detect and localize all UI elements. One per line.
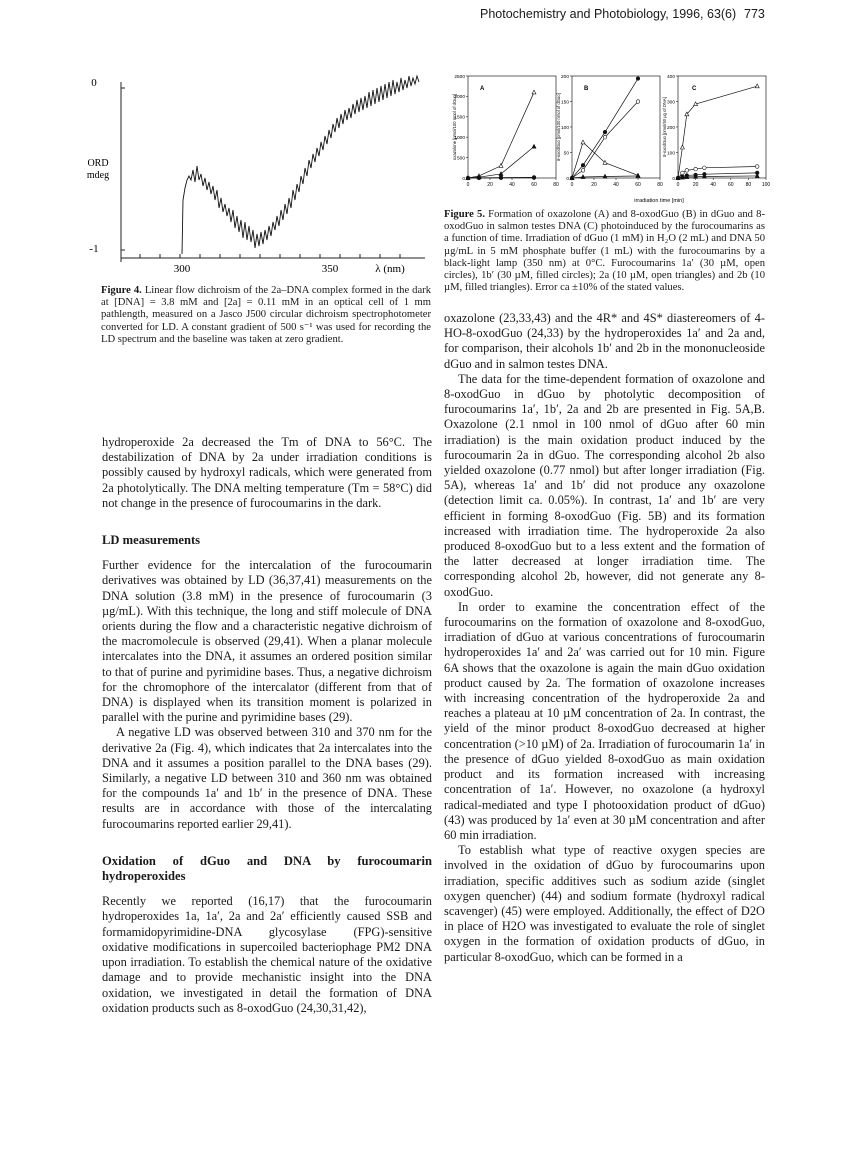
y-tick-label: 2500 xyxy=(454,74,465,80)
x-tick-label: 80 xyxy=(745,182,752,188)
y-tick-label: 100 xyxy=(560,125,569,131)
figure-4-caption xyxy=(101,285,431,346)
paragraph: oxazolone (23,33,43) and the 4R* and 4S* diastereomers of 4-HO-8-oxodGuo (24,33) by the hydroperoxides 1a′ and 2a and, for comparison, their alcohols 1b′ and 2b in the mononucleoside dGuo and in salmon testes DNA. xyxy=(444,311,765,371)
y-tick-label: 100 xyxy=(666,151,675,157)
panel-label: C xyxy=(692,86,697,92)
y-tick-label: 500 xyxy=(456,156,465,162)
data-point-filled-circle xyxy=(477,176,481,180)
y-tick-label: 1500 xyxy=(454,115,465,121)
figure-5-caption-lead: Figure 5. xyxy=(444,209,485,220)
data-point-open-triangle xyxy=(499,164,503,168)
data-point-open-circle xyxy=(694,167,698,171)
section-heading-ld: LD measurements xyxy=(102,533,201,548)
ld-spectrum-trace xyxy=(182,76,419,254)
data-point-filled-triangle xyxy=(532,144,536,148)
x-tick-label: 100 xyxy=(761,182,771,188)
y-tick-label: 400 xyxy=(666,74,675,80)
y-tick-label: 50 xyxy=(563,151,569,157)
panel-label: B xyxy=(584,86,589,92)
data-point-open-circle xyxy=(636,100,640,104)
y-axis-label-ord: ORD xyxy=(87,158,109,169)
data-point-open-triangle xyxy=(532,90,536,94)
x-tick-label: 0 xyxy=(466,182,470,188)
y-axis-label: oxazolone [pmol/100 nmol of dGuo] xyxy=(452,93,457,161)
y-tick-label: 1000 xyxy=(454,136,465,141)
data-point-open-circle xyxy=(581,169,585,173)
figure-4-caption-text: Linear flow dichroism of the 2a–DNA complex formed in the dark at [DNA] = 3.8 mM and [2a] = 0.11 mM in an optical cell of 1 mm pathlength, measured on a Jasco J500 circular dichroism spectrophotometer converted for LD. A constant gradient of 500 s⁻¹ was used for recording the LD spectrum and the baseline was taken at zero gradient. xyxy=(101,285,431,345)
y-tick-label: 0 xyxy=(566,176,569,182)
data-point-filled-circle xyxy=(636,77,640,81)
x-tick-label: 60 xyxy=(635,182,641,188)
data-point-filled-circle xyxy=(603,130,607,134)
data-point-open-triangle xyxy=(755,84,759,88)
y-tick-label: 200 xyxy=(666,125,675,131)
figure-5-panel-a xyxy=(452,74,559,188)
x-ticks xyxy=(140,254,400,258)
y-axis-label-mdeg: mdeg xyxy=(86,170,110,181)
paragraph: Further evidence for the intercalation of the furocoumarin derivatives was obtained by LD (36,37,41) measurements on the DNA solution (3.8 mM) in the presence of furocoumarin (3 µg/mL). With this technique, the long and stiff molecule of DNA orients during the flow and a characteristic negative dichroism of the macromolecule is observed (29,41). When a planar molecule intercalates into the DNA, it assumes an ordered position similar to that of purine and pyrimidine bases. Thus, a negative dichroism for the chromophore of the intercalator (different from that of DNA) is displayed when its transition moment is polarized in parallel with the purine and pyrimidine bases (29). xyxy=(102,558,432,725)
x-tick-label: 60 xyxy=(728,182,734,188)
paragraph: hydroperoxide 2a decreased the Tm of DNA to 56°C. The destabilization of DNA by 2a under irradiation conditions is possibly caused by hydroxyl radicals, which were generated from 2a photolytically. The DNA melting temperature (Tm = 58°C) did not change in the presence of furocoumarins in the dark. xyxy=(102,435,432,510)
x-tick-label: 40 xyxy=(613,182,619,188)
y-tick-minus-1: -1 xyxy=(89,243,99,255)
figure-4-ld-spectrum xyxy=(86,70,430,290)
y-tick-label: 300 xyxy=(666,100,675,106)
figure-5-time-course xyxy=(444,70,769,210)
x-tick-label: 40 xyxy=(710,182,716,188)
figure-4-caption-lead: Figure 4. xyxy=(101,285,142,296)
x-tick-300: 300 xyxy=(173,263,191,275)
data-point-filled-triangle xyxy=(499,172,503,176)
x-tick-label: 0 xyxy=(676,182,680,188)
data-point-open-triangle xyxy=(680,145,684,149)
left-column xyxy=(102,435,432,1016)
y-tick-label: 200 xyxy=(560,74,569,80)
paragraph: In order to examine the concentration effect of the furocoumarins on the formation of oxazolone and 8-oxodGuo, irradiation of dGuo at various concentrations of furocoumarin hydroperoxides 1a′ and 2a′ was carried out for 10 min. Figure 6A shows that the oxazolone is again the main dGuo oxidation product caused by 2a. The formation of oxazolone increases with increasing concentration of the hydroperoxide 2a and reaches a plateau at 10 µM concentration of 2a. In contrast, the yield of the minor product 8-oxodGuo decreased at higher concentration (>10 µM) of 2a. Irradiation of furocoumarin 1a′ in the presence of dGuo yielded 8-oxodGuo as main oxidation product and its formation increased with increasing concentration of 1a′. However, no oxazolone (a hydroxyl radical-mediated and type I photooxidation product of dGuo) (43) was produced by 1a′ even at 30 µM concentration and after 60 min irradiation. xyxy=(444,599,765,842)
running-header xyxy=(0,7,864,27)
x-tick-label: 40 xyxy=(509,182,515,188)
y-tick-label: 2000 xyxy=(454,95,465,101)
x-tick-label: 20 xyxy=(591,182,597,188)
x-tick-label: 60 xyxy=(531,182,537,188)
x-tick-label: 80 xyxy=(657,182,663,188)
data-point-open-triangle xyxy=(581,140,585,144)
panel-label: A xyxy=(480,86,485,92)
figure-5-x-axis-label: irradiation time [min] xyxy=(634,198,684,204)
x-tick-label: 20 xyxy=(487,182,493,188)
figure-5-panel-c xyxy=(662,74,770,188)
data-point-filled-circle xyxy=(466,176,470,180)
journal-citation: Photochemistry and Photobiology, 1996, 63(6) xyxy=(480,7,737,21)
y-axis-label: 8-oxodGuo [pmol/50 µg of DNA] xyxy=(662,97,667,157)
x-tick-350: 350 xyxy=(321,263,339,275)
data-point-filled-circle xyxy=(499,176,503,180)
y-tick-0: 0 xyxy=(91,77,97,89)
paragraph: To establish what type of reactive oxygen species are involved in the oxidation of dGuo by furocoumarins upon irradiation, specific additives such as sodium azide (singlet oxygen quencher) (44) and sodium formate (hydroxyl radical scavenger) (45) were employed. Additionally, the effect of D2O in place of H2O was investigated to evaluate the role of singlet oxygen in the formation of oxidation products of dGuo, in particular 8-oxodGuo, which can be formed in a xyxy=(444,843,765,964)
data-point-filled-circle xyxy=(581,163,585,167)
y-tick-label: 0 xyxy=(462,176,465,182)
x-tick-label: 20 xyxy=(692,182,699,188)
paragraph: Recently we reported (16,17) that the furocoumarin hydroperoxides 1a, 1a′, 2a and 2a′ efficiently caused SSB and formamidopyrimidine-DNA glycosylase (FPG)-sensitive oxidative modifications in supercoiled bacteriophage PM2 DNA upon irradiation. To establish the chemical nature of the oxidative damage and to provide mechanistic insight into the DNA oxidation, we investigated in detail the formation of DNA oxidation products such as 8-oxodGuo (24,30,31,42), xyxy=(102,894,432,1015)
figure-5-caption-text: Formation of oxazolone (A) and 8-oxodGuo (B) in dGuo and 8-oxodGuo in salmon testes DNA (C) photoinduced by the furocoumarins as a function of time. Irradiation of dGuo (1 mM) in H₂O (2 mL) and DNA 50 µg/mL in 5 mM phosphate buffer (1 mL) with the furocoumarins by a black-light lamp (350 nm) at 0°C. Furocoumarins 1a′ (30 µM, open circles), 1b′ (30 µM, filled circles); 2a (10 µM, open triangles) and 2b (10 µM, filled triangles). Error ca ±10% of the stated values. xyxy=(444,209,765,294)
series-line-open-triangle xyxy=(678,86,757,178)
page-number: 773 xyxy=(744,7,765,21)
data-point-open-circle xyxy=(685,169,689,173)
data-point-open-circle xyxy=(703,166,707,170)
data-point-open-circle xyxy=(603,135,607,139)
right-column xyxy=(444,311,765,965)
x-tick-label: 0 xyxy=(570,182,574,188)
y-tick-label: 150 xyxy=(560,100,569,106)
data-point-open-circle xyxy=(681,171,685,175)
data-point-filled-circle xyxy=(532,176,536,180)
x-tick-label: 80 xyxy=(553,182,559,188)
figure-5-panel-b xyxy=(556,74,663,188)
x-axis-label: λ (nm) xyxy=(375,263,405,275)
figure-5-caption xyxy=(444,209,765,294)
y-tick-label: 0 xyxy=(672,176,675,182)
data-point-open-circle xyxy=(755,165,759,169)
section-heading-oxidation: Oxidation of dGuo and DNA by furocoumarin hydroperoxides xyxy=(102,853,432,884)
paragraph: The data for the time-dependent formation of oxazolone and 8-oxodGuo in dGuo by photolytic decomposition of furocoumarins 1a′, 1b′, 2a and 2b are presented in Fig. 5A,B. Oxazolone (2.1 nmol in 100 nmol of dGuo after 60 min irradiation) is the main oxidation product induced by the furocoumarin 2a in dGuo. The corresponding alcohol 2b also yielded oxazolone (0.77 nmol) but after longer irradiation (Fig. 5A), whereas 1a′ and 1b′ did not produce any oxazolone (detection limit ca. 0.05%). In contrast, 1a′ and 1b′ are very efficient in forming 8-oxodGuo (Fig. 5B) and its formation increased with irradiation time. The hydroperoxide 2a also produced 8-oxodGuo but to a less extent and the formation of the latter decreased at longer irradiation time. The corresponding alcohol 2b, however, did not generate any 8-oxodGuo. xyxy=(444,371,765,599)
y-axis-label: 8-oxodGuo [pmol/100 nmol of dGuo] xyxy=(556,93,561,161)
paragraph: A negative LD was observed between 310 and 370 nm for the derivative 2a (Fig. 4), which indicates that 2a intercalates into the DNA and it assumes a position parallel to the DNA bases (29). Similarly, a negative LD between 310 and 360 nm was obtained for the compounds 1a′ and 1b′ in the presence of DNA. These results are in accordance with those of the intercalating furocoumarins reported earlier 29,41). xyxy=(102,725,432,831)
